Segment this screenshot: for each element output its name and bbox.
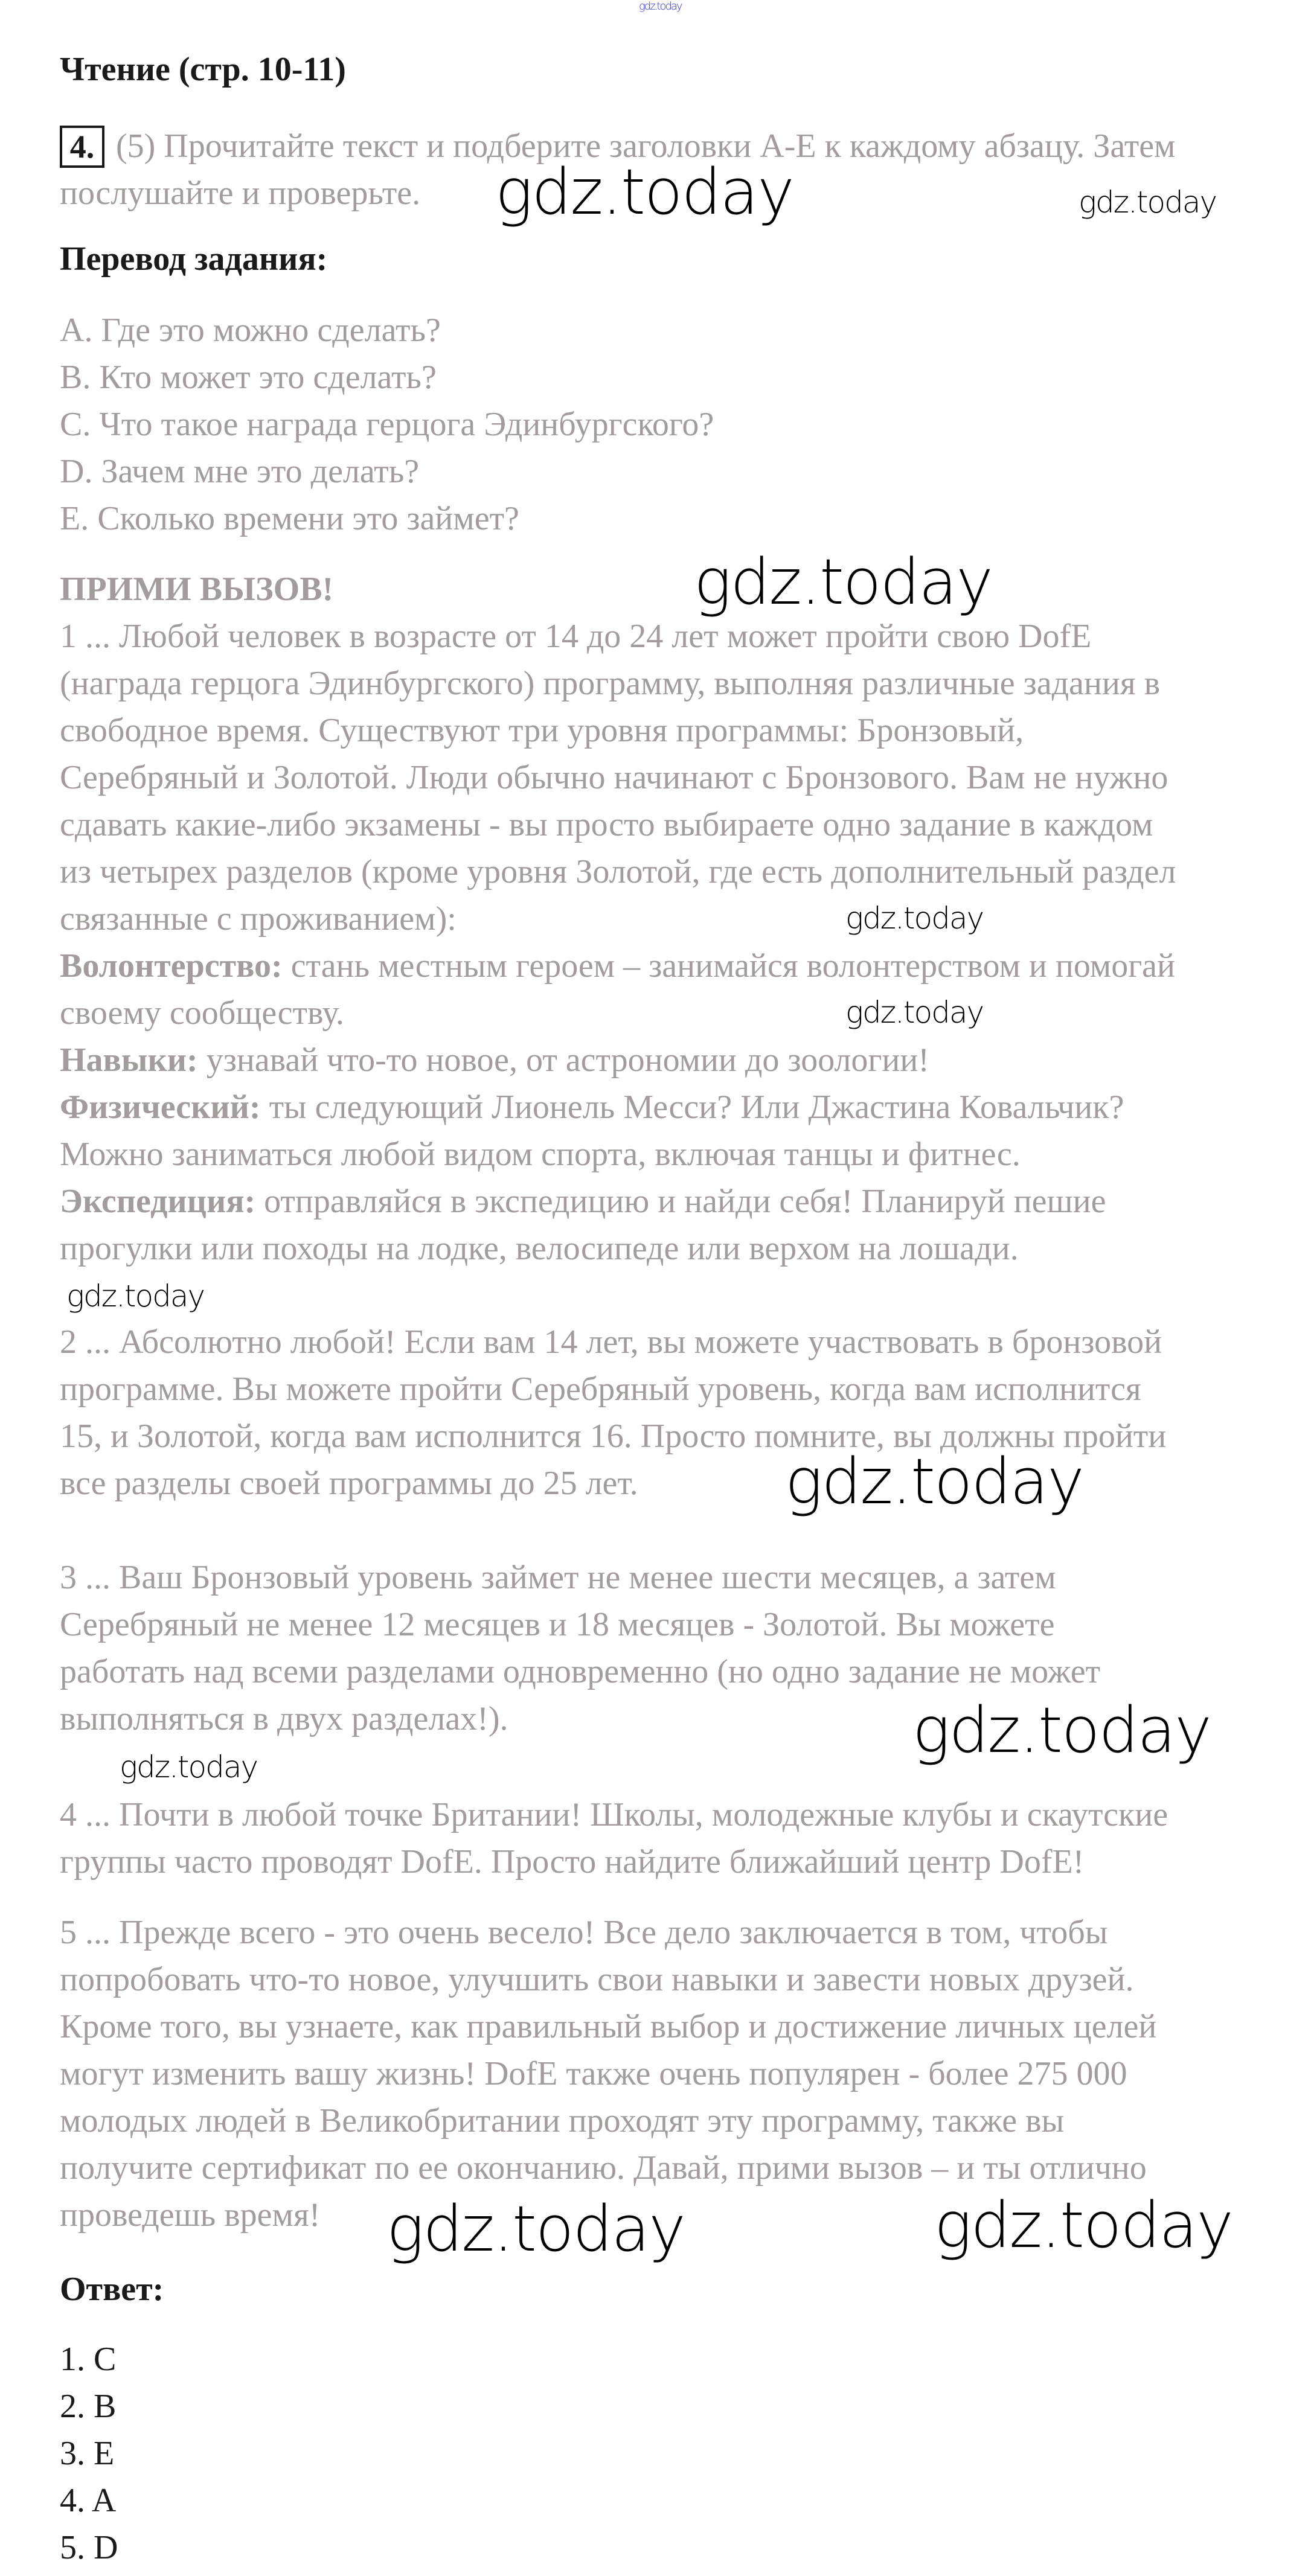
watermark: gdz.today (785, 1445, 1083, 1518)
para2-line: 15, и Золотой, когда вам исполнится 16. Просто помните, вы должны пройти (60, 1417, 1167, 1455)
para5-line: попробовать что-то новое, улучшить свои навыки и завести новых друзей. (60, 1961, 1134, 1998)
watermark: gdz.today (845, 901, 984, 936)
watermark: gdz.today (934, 2188, 1232, 2262)
section-label: Физический: (60, 1088, 261, 1126)
watermark: gdz.today (66, 1279, 205, 1314)
section-text: Можно заниматься любой видом спорта, включая танцы и фитнес. (60, 1136, 1021, 1173)
para1-line: свободное время. Существуют три уровня программы: Бронзовый, (60, 712, 1024, 749)
option-e: E. Сколько времени это займет? (60, 500, 519, 537)
para3-line: 3 ... Ваш Бронзовый уровень займет не менее шести месяцев, а затем (60, 1559, 1056, 1596)
para1-line: из четырех разделов (кроме уровня Золотой, где есть дополнительный раздел (60, 853, 1176, 890)
answer-item: 3. E (60, 2435, 115, 2472)
section-text: стань местным героем – занимайся волонтерством и помогай (282, 947, 1175, 985)
section-text: прогулки или походы на лодке, велосипеде или верхом на лошади. (60, 1230, 1019, 1267)
para5-line: молодых людей в Великобритании проходят эту программу, также вы (60, 2102, 1065, 2140)
para5-line: Кроме того, вы узнаете, как правильный выбор и достижение личных целей (60, 2008, 1157, 2045)
para1-line: сдавать какие-либо экзамены - вы просто выбираете одно задание в каждом (60, 806, 1153, 843)
para4-line: 4 ... Почти в любой точке Британии! Школы, молодежные клубы и скаутские (60, 1796, 1168, 1833)
para5-line: 5 ... Прежде всего - это очень весело! Все дело заключается в том, чтобы (60, 1914, 1108, 1951)
reading-text (60, 566, 1176, 1272)
para1-line: связанные с проживанием): (60, 900, 457, 938)
section-expedition (60, 1178, 1176, 1225)
section-text: отправляйся в экспедицию и найди себя! Планируй пешие (255, 1183, 1106, 1220)
section-text: ты следующий Лионель Месси? Или Джастина Ковальчик? (260, 1088, 1124, 1126)
section-text: своему сообществу. (60, 994, 344, 1032)
para3-line: Серебряный не менее 12 месяцев и 18 месяцев - Золотой. Вы можете (60, 1606, 1055, 1643)
para4-line: группы часто проводят DofE. Просто найдите ближайший центр DofE! (60, 1843, 1085, 1881)
section-text: узнавай что-то новое, от астрономии до зоологии! (197, 1041, 929, 1079)
para3-line: работать над всеми разделами одновременно (но одно задание не может (60, 1653, 1101, 1690)
answer-item: 5. D (60, 2529, 118, 2566)
section-physical (60, 1084, 1176, 1131)
para5-line: получите сертификат по ее окончанию. Давай, прими вызов – и ты отлично (60, 2149, 1147, 2187)
para5-line: проведешь время! (60, 2196, 321, 2234)
answers-list (60, 2336, 118, 2571)
option-b: B. Кто может это сделать? (60, 359, 437, 396)
section-label: Экспедиция: (60, 1183, 256, 1220)
watermark: gdz.today (120, 1750, 258, 1785)
para1-line: 1 ... Любой человек в возрасте от 14 до 24 лет может пройти свою DofE (60, 618, 1092, 655)
para2-line: программе. Вы можете пройти Серебряный уровень, когда вам исполнится (60, 1370, 1141, 1408)
option-c: C. Что такое награда герцога Эдинбургского? (60, 406, 714, 443)
para2-line: все разделы своей программы до 25 лет. (60, 1465, 638, 1502)
watermark: gdz.today (386, 2192, 685, 2266)
section-label: Волонтерство: (60, 947, 283, 985)
section-skills (60, 1037, 1176, 1084)
page-heading: Чтение (стр. 10-11) (60, 51, 346, 88)
option-a: A. Где это можно сделать? (60, 312, 441, 349)
option-d: D. Зачем мне это делать? (60, 453, 420, 490)
answer-item: 4. A (60, 2482, 117, 2519)
para3-line: выполняться в двух разделах!). (60, 1700, 508, 1737)
watermark: gdz.today (694, 545, 992, 619)
options-list (60, 307, 714, 542)
answer-heading: Ответ: (60, 2271, 164, 2308)
task-line-2: послушайте и проверьте. (60, 174, 421, 212)
para1-line: (награда герцога Эдинбургского) программу, выполняя различные задания в (60, 665, 1161, 702)
watermark: gdz.today (912, 1693, 1211, 1767)
para5-line: могут изменить вашу жизнь! DofE также очень популярен - более 275 000 (60, 2055, 1127, 2092)
answer-item: 2. B (60, 2388, 117, 2425)
task-number: 4. (60, 126, 104, 168)
watermark: gdz.today (845, 995, 984, 1030)
task-line-1: (5) Прочитайте текст и подберите заголовки A-E к каждому абзацу. Затем (116, 127, 1176, 165)
para2-line: 2 ... Абсолютно любой! Если вам 14 лет, вы можете участвовать в бронзовой (60, 1323, 1162, 1361)
section-label: Навыки: (60, 1041, 198, 1079)
watermark-top: gdz.today (639, 0, 682, 13)
section-volunteering (60, 942, 1176, 989)
watermark: gdz.today (1079, 185, 1217, 220)
text-title: ПРИМИ ВЫЗОВ! (60, 570, 334, 608)
answer-item: 1. C (60, 2341, 117, 2378)
watermark: gdz.today (495, 155, 793, 229)
translation-heading: Перевод задания: (60, 240, 328, 278)
paragraph-4 (60, 1791, 1168, 1885)
para1-line: Серебряный и Золотой. Люди обычно начинают с Бронзового. Вам не нужно (60, 759, 1168, 796)
